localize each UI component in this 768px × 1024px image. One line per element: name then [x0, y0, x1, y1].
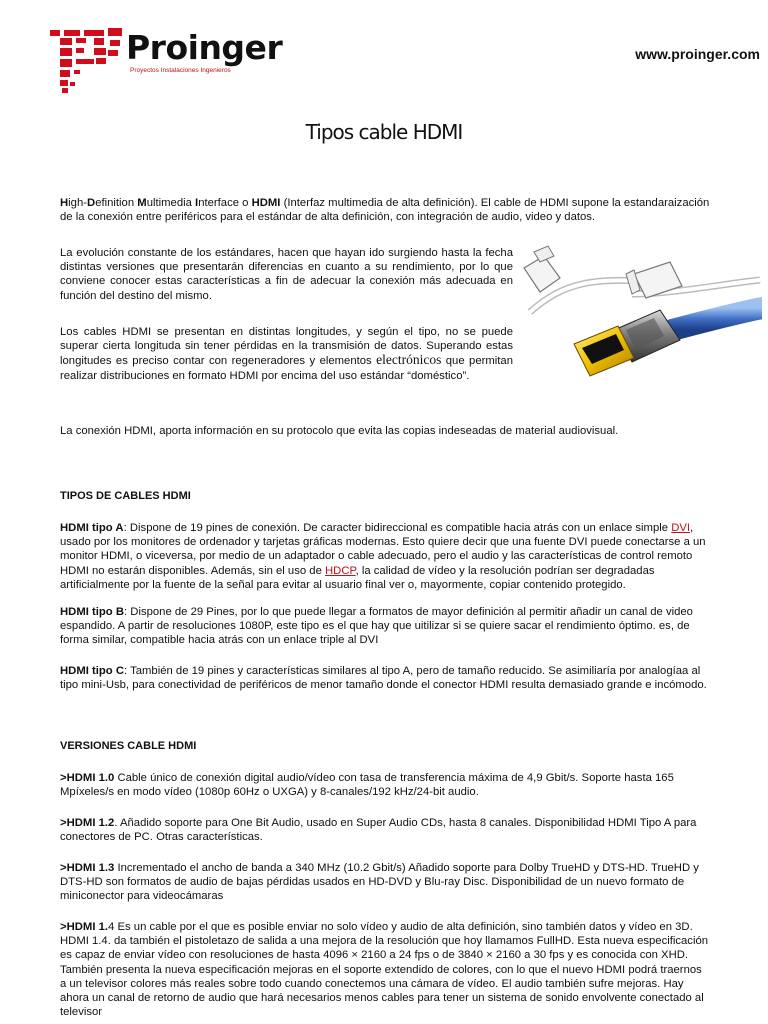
type-a-label: HDMI tipo A [60, 522, 124, 534]
company-logo [46, 26, 296, 94]
dvi-link[interactable]: DVI [671, 522, 691, 534]
type-c-text: : También de 19 pines y características similares al tipo A, pero de tamaño reducido. Se asimiliaría por analogíaa al tipo mini-Usb, para conectividad de periféricos de menor tamaño donde el conector HDMI resulta demasiado grande e incómodo. [60, 665, 707, 692]
version-label: >HDMI 1.0 [60, 772, 115, 784]
version-label: >HDMI 1.2 [60, 817, 115, 829]
version-text: Es un cable por el que es posible enviar no solo vídeo y audio de alta definición, sino también datos y vídeo en 3D. HDMI 1.4. da también el pistoletazo de salida a una mejora de la resolución que hoy llamamos FullHD. Esta nueva especificación es capaz de enviar vídeo con resoluciones de hasta 4096 × 2160 a 24 fps o de 3840 × 2160 a 30 fps y es conocida con XHD. También presenta la nueva especificación mejoras en el soporte extendido de colores, con lo que el nuevo HDMI podrá traernos a un televisor colores más reales sobre todo cuando conectemos una cámara de vídeo. El audio también sufre mejoras. Hay ahora un canal de retorno de audio que hará necesarios menos cables para tener un sistema de sonido envolvente conectado al televisor [60, 921, 709, 1019]
acronym-rest: ultimedia [146, 197, 196, 209]
hdmi-cable-photo [522, 244, 762, 386]
hdmi-type-b [60, 605, 710, 648]
version-text: Cable único de conexión digital audio/vídeo con tasa de transferencia máxima de 4,9 Gbit/s. Soporte hasta 165 Mpíxeles/s en modo vídeo (1080p 60Hz o UXGA) y 8-canales/192 kHz/24-bit audio. [60, 772, 674, 799]
version-text: Incrementado el ancho de banda a 340 MHz (10.2 Gbit/s) Añadido soporte para Dolby TrueHD y DTS-HD. TrueHD y DTS-HD son formatos de audio de bajas pérdidas usados en HD-DVD y Blu-ray Disc. Disponibilidad de un nuevo formato de miniconector para videocámaras [60, 862, 699, 903]
page-title: Tipos cable HDMI [305, 120, 463, 144]
acronym-letter: D [87, 197, 96, 209]
section-heading-versions: VERSIONES CABLE HDMI [60, 740, 197, 752]
lengths-text-b: que permitan realizar distribuciones en formato HDMI por encima del uso estándar “doméstico”. [60, 355, 513, 382]
logo-grid-icon [46, 26, 126, 94]
logo-wordmark: Proinger [126, 28, 283, 67]
type-a-text: , usado por los monitores de ordenador y tarjetas gráficas modernas. Esto quiere decir que una fuente DVI puede conectarse a un monitor HDMI, o viceversa, por medio de un adaptador o cable adecuado, pero el audio y las características de control remoto HDMI no estarán disponibles. Además, sin el uso de [60, 522, 706, 577]
type-a-text: , la calidad de vídeo y la resolución podrían ser degradadas artificialmente por la fuente de la señal para evitar al usuario final ver o, mayormente, copiar contenido protegido. [60, 564, 655, 591]
hdmi-type-c [60, 664, 710, 692]
acronym-rest: efinition [95, 197, 138, 209]
logo-tagline: Proyectos Instalaciones Ingenieros [130, 67, 231, 74]
version-label: >HDMI 1.3 [60, 862, 115, 874]
acronym-letter: M [137, 197, 147, 209]
hdmi-version-1-4 [60, 920, 710, 1019]
lengths-text-a: Los cables HDMI se presentan en distintas longitudes, y según el tipo, no se puede superar cierta longituda sin tener pérdidas en la transmisión de datos. Superando estas longitudes es preciso contar con regeneradores y elementos [60, 326, 513, 368]
intro-paragraph-lengths [60, 325, 513, 383]
type-b-label: HDMI tipo B [60, 606, 125, 618]
version-label-suffix: 4 [108, 921, 115, 933]
section-heading-types: TIPOS DE CABLES HDMI [60, 490, 191, 502]
acronym-rest: igh- [68, 197, 88, 209]
acronym-letter: H [60, 197, 69, 209]
hdcp-link[interactable]: HDCP [325, 564, 356, 577]
website-url[interactable]: www.proinger.com [635, 46, 760, 62]
intro-paragraph-evolution: La evolución constante de los estándares, hacen que hayan ido surgiendo hasta la fecha distintas versiones que presentarán diferencias en cuanto a su rendimiento, por lo que conviene conocer estas características a fin de adecuar la conexión más adecuada en función del destino del mismo. [60, 247, 513, 302]
hdmi-type-a [60, 521, 710, 592]
hdmi-term: HDMI [251, 197, 281, 209]
acronym-letter: I [195, 197, 199, 209]
type-a-text: : Dispone de 19 pines de conexión. De caracter bidireccional es compatible hacia atrás con un enlace simple [123, 522, 672, 534]
lengths-serif-word: electrónicos [376, 352, 442, 368]
version-label: >HDMI 1. [60, 921, 109, 933]
hdmi-version-1-3 [60, 861, 710, 904]
definition-text: (Interfaz multimedia de alta definición). El cable de HDMI supone la estandaraización de la conexión entre periféricos para el estándar de alta definición, con integración de audio, video y datos. [60, 197, 710, 224]
hdmi-version-1-0 [60, 771, 710, 799]
type-b-text: : Dispone de 29 Pines, por lo que puede llegar a formatos de mayor definición al permitir añadir un canal de video espandido. A partir de resoluciones 1080P, este tipo es el que hay que uitilizar si se quiere sacar el rendimiento óptimo. es, de forma similar, compatible hacia atrás con un enlace triple al DVI [60, 606, 693, 647]
acronym-rest: nterface o [198, 197, 252, 209]
intro-paragraph-copy-protection: La conexión HDMI, aporta información en su protocolo que evita las copias indeseadas de material audiovisual. [60, 425, 619, 437]
version-text: . Añadido soporte para One Bit Audio, usado en Super Audio CDs, hasta 8 canales. Disponibilidad HDMI Tipo A para conectores de PC. Otras características. [60, 817, 697, 844]
intro-paragraph-definition [60, 196, 710, 224]
type-c-label: HDMI tipo C [60, 665, 125, 677]
hdmi-version-1-2 [60, 816, 710, 844]
